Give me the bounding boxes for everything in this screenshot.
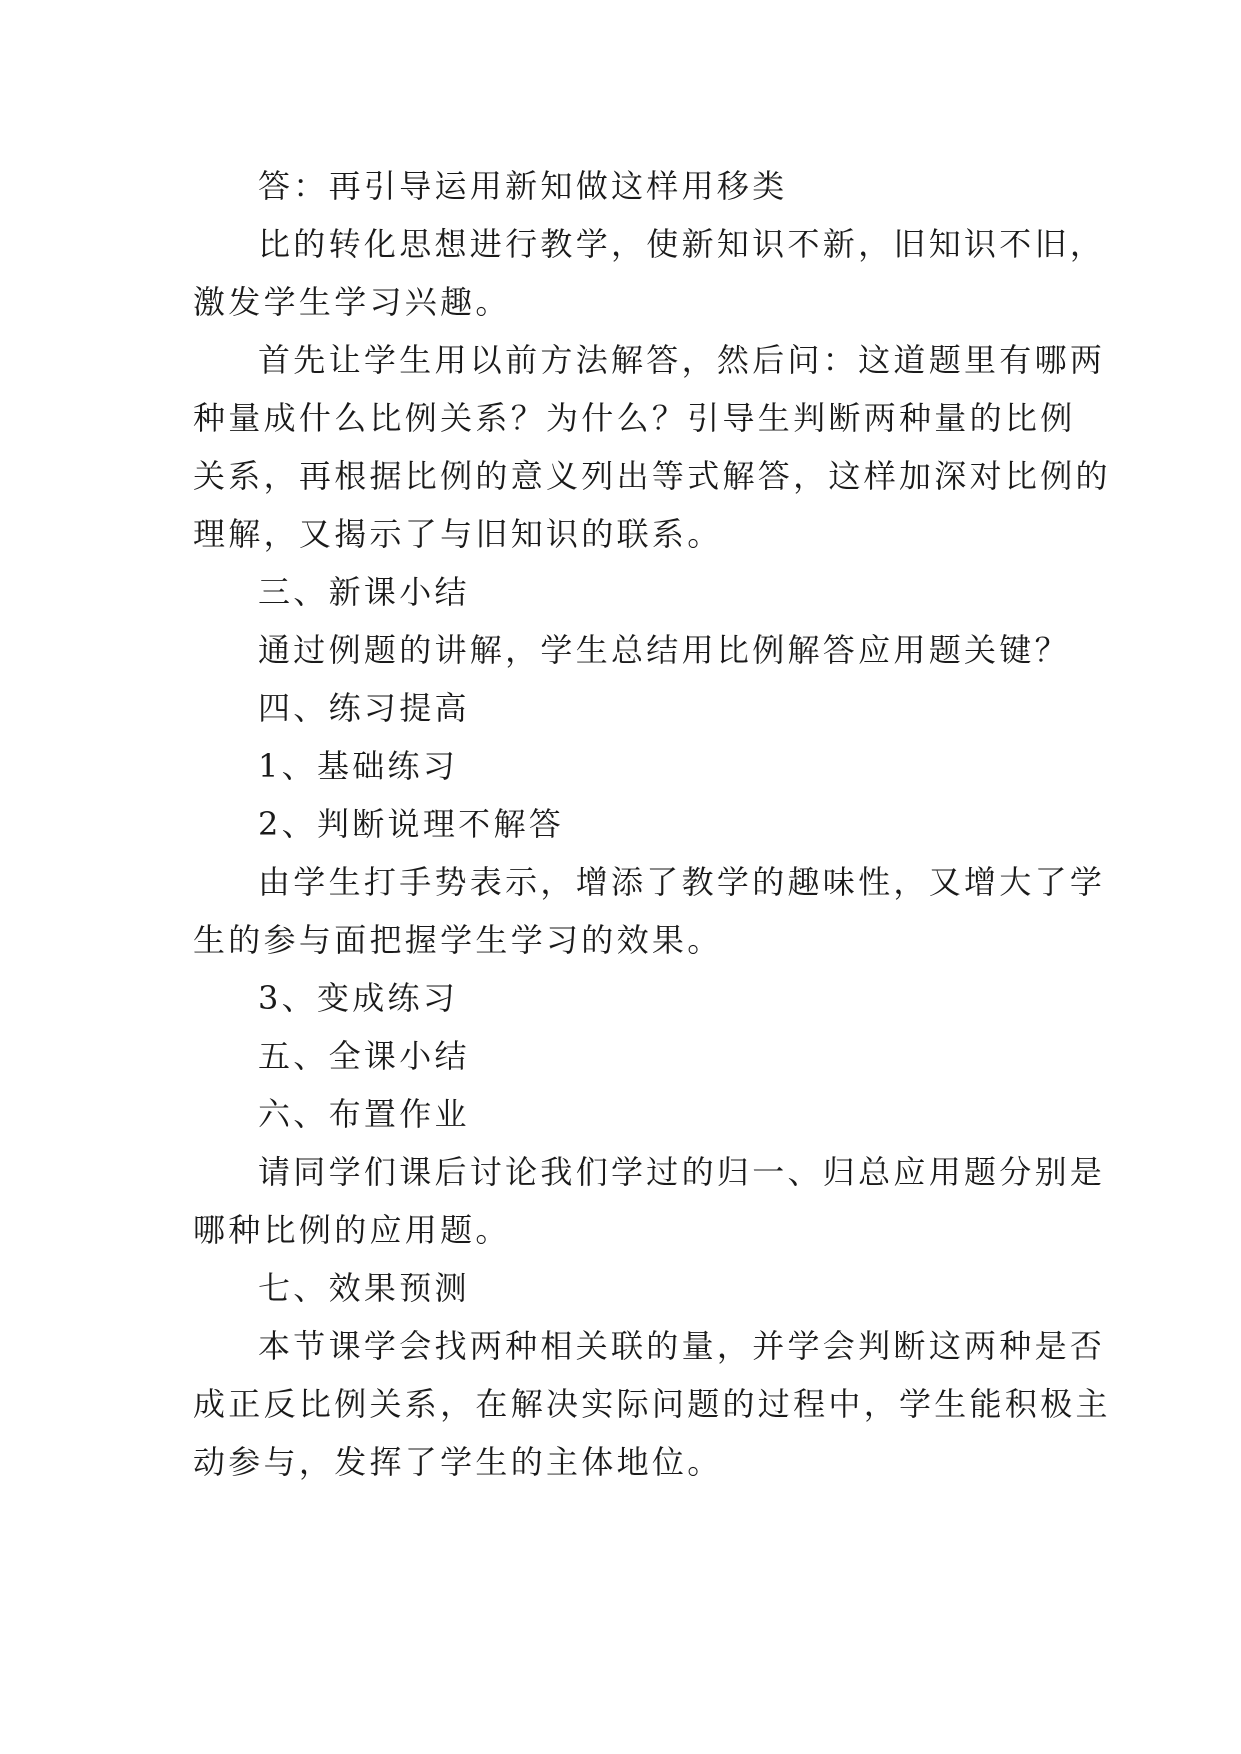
text-line: 关系，再根据比例的意义列出等式解答，这样加深对比例的	[193, 457, 1111, 495]
text-line: 哪种比例的应用题。	[193, 1211, 511, 1249]
section-heading: 三、新课小结	[258, 573, 470, 611]
list-item: 3、变成练习	[258, 979, 459, 1017]
list-item: 1、基础练习	[258, 747, 459, 785]
text-line: 请同学们课后讨论我们学过的归一、归总应用题分别是	[258, 1153, 1106, 1191]
text-line: 种量成什么比例关系？为什么？引导生判断两种量的比例	[193, 399, 1076, 437]
text-line: 答：再引导运用新知做这样用移类	[258, 167, 788, 205]
section-heading: 五、全课小结	[258, 1037, 470, 1075]
text-line: 首先让学生用以前方法解答，然后问：这道题里有哪两	[258, 341, 1106, 379]
text-line: 理解，又揭示了与旧知识的联系。	[193, 515, 723, 553]
section-heading: 六、布置作业	[258, 1095, 470, 1133]
text-line: 动参与，发挥了学生的主体地位。	[193, 1443, 723, 1481]
text-line: 本节课学会找两种相关联的量，并学会判断这两种是否	[258, 1327, 1106, 1365]
text-line: 成正反比例关系，在解决实际问题的过程中，学生能积极主	[193, 1385, 1111, 1423]
text-line: 比的转化思想进行教学，使新知识不新，旧知识不旧，	[258, 225, 1106, 263]
text-line: 生的参与面把握学生学习的效果。	[193, 921, 723, 959]
section-heading: 四、练习提高	[258, 689, 470, 727]
text-line: 由学生打手势表示，增添了教学的趣味性，又增大了学	[258, 863, 1106, 901]
text-line: 激发学生学习兴趣。	[193, 283, 511, 321]
list-item: 2、判断说理不解答	[258, 805, 565, 843]
text-line: 通过例题的讲解，学生总结用比例解答应用题关键？	[258, 631, 1070, 669]
section-heading: 七、效果预测	[258, 1269, 470, 1307]
